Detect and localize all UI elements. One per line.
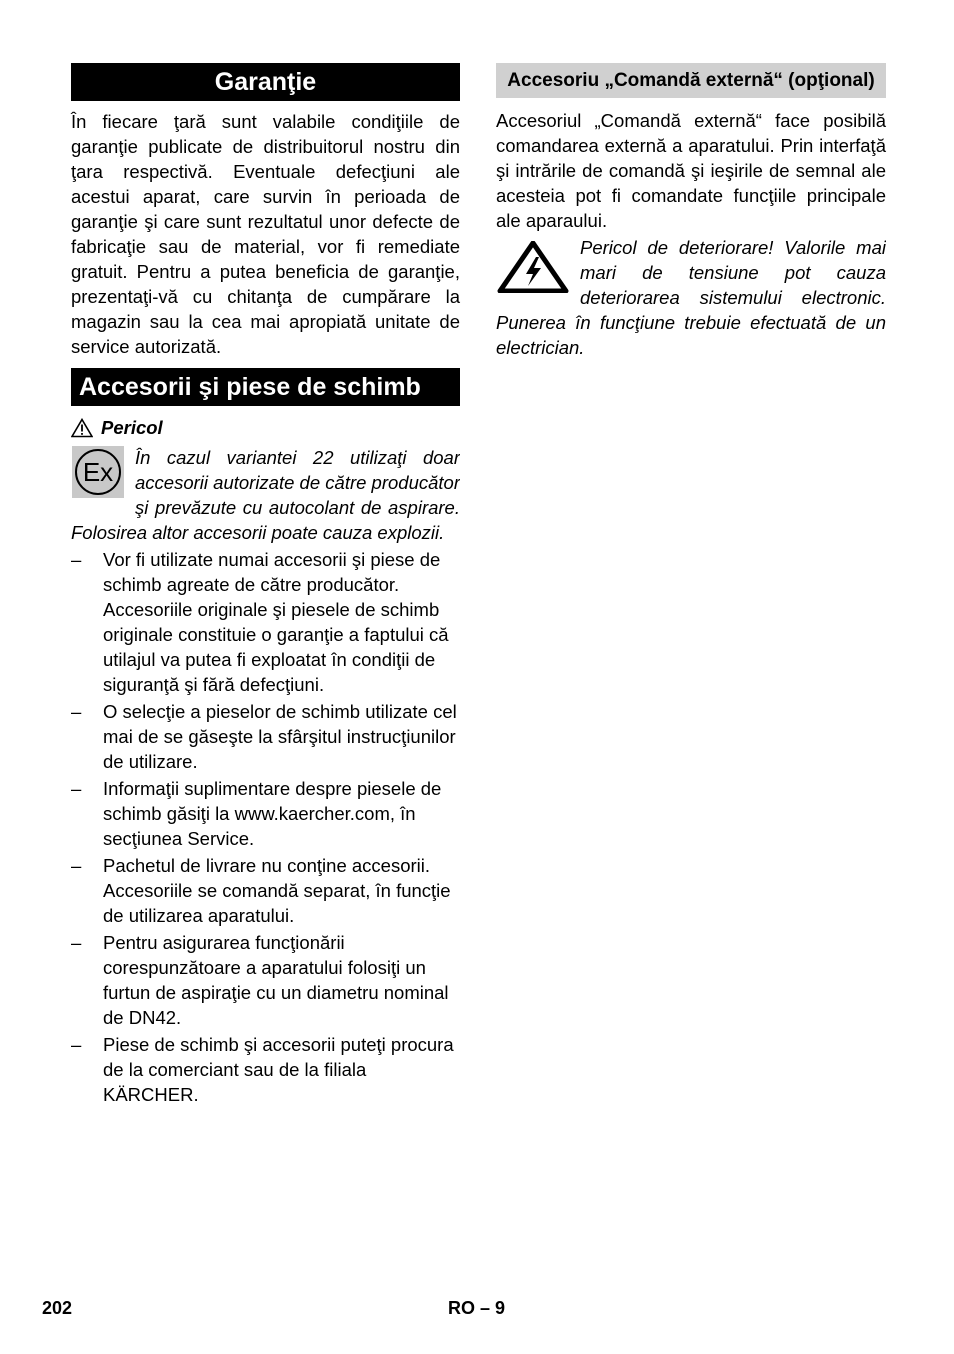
left-column [71, 63, 460, 1107]
warranty-heading: Garanţie [71, 63, 460, 101]
list-item [71, 1032, 460, 1107]
list-item-text: O selecţie a pieselor de schimb utilizate cel mai de se găseşte la sfârşitul instrucţiunilor de utilizare. [103, 701, 457, 772]
dash-marker: – [71, 549, 82, 570]
ex-badge [71, 445, 125, 504]
danger-text: În cazul variantei 22 utilizaţi doar accesorii autorizate de către producător şi prevăzute cu autocolant de aspirare. Folosirea altor accesorii poate cauza explozii. [71, 447, 460, 543]
dash-marker: – [71, 701, 82, 722]
list-item-text: Pachetul de livrare nu conţine accesorii. Accesoriile se comandă separat, în funcţie de utilizarea aparatului. [103, 855, 451, 926]
warning-triangle-icon [71, 418, 93, 438]
accessories-heading: Accesorii şi piese de schimb [71, 368, 460, 406]
warning-icon-wrap [496, 241, 570, 298]
external-control-heading: Accesoriu „Comandă externă“ (opţional) [496, 63, 886, 98]
explosion-warning [71, 445, 460, 545]
voltage-warning-text: Pericol de deteriorare! Valorile mai mari de tensiune pot cauza deteriorarea sistemului electronic. Punerea în funcţiune trebuie efectuată de un electrician. [496, 237, 886, 358]
external-control-text: Accesoriul „Comandă externă“ face posibilă comandarea externă a aparatului. Prin interfaţă şi intrările de comandă şi ieşirile de semnal ale acesteia pot fi comandate funcţiile principale ale aparaului. [496, 110, 886, 231]
list-item [71, 547, 460, 697]
list-item-text: Pentru asigurarea funcţionării corespunzătoare a aparatului folosiţi un furtun de aspiraţie cu un diametru nominal de DN42. [103, 932, 449, 1028]
accessories-list [71, 547, 460, 1107]
right-column [496, 63, 886, 360]
list-item-text: Piese de schimb şi accesorii puteţi procura de la comerciant sau de la filiala KÄRCHER. [103, 1034, 454, 1105]
explosion-protection-icon [71, 445, 125, 499]
list-item [71, 930, 460, 1030]
language-page-label: RO – 9 [448, 1298, 506, 1318]
list-item-text: Vor fi utilizate numai accesorii şi piese de schimb agreate de către producător. Accesoriile originale şi piesele de schimb originale constituie o garanţie a faptului că utilajul va putea fi exploatat în condiţii de siguranţă şi fără defecţiuni. [103, 549, 449, 695]
ex-label: Ex [82, 457, 114, 487]
page-number: 202 [42, 1298, 73, 1318]
list-item [71, 699, 460, 774]
dash-marker: – [71, 932, 82, 953]
list-item [71, 853, 460, 928]
dash-marker: – [71, 778, 82, 799]
dash-marker: – [71, 855, 82, 876]
danger-header [71, 415, 460, 441]
dash-marker: – [71, 1034, 82, 1055]
list-item [71, 776, 460, 851]
list-item-text: Informaţii suplimentare despre piesele de schimb găsiţi la www.kaercher.com, în secţiunea Service. [103, 778, 442, 849]
high-voltage-icon [496, 241, 570, 293]
danger-label: Pericol [101, 417, 163, 438]
warranty-text: În fiecare ţară sunt valabile condiţiile de garanţie publicate de distribuitorul nostru din ţara respectivă. Eventuale defecţiuni ale acestui aparat, care survin în perioada de garanţie şi care sunt rezultatul unor defecte de fabricaţie sau de material, vor fi remediate gratuit. Pentru a putea beneficia de garanţie, prezentaţi-vă cu chitanţa de cumpărare la magazin sau la cea mai apropiată unitate de service autorizată. [71, 111, 460, 357]
voltage-warning [496, 235, 886, 360]
